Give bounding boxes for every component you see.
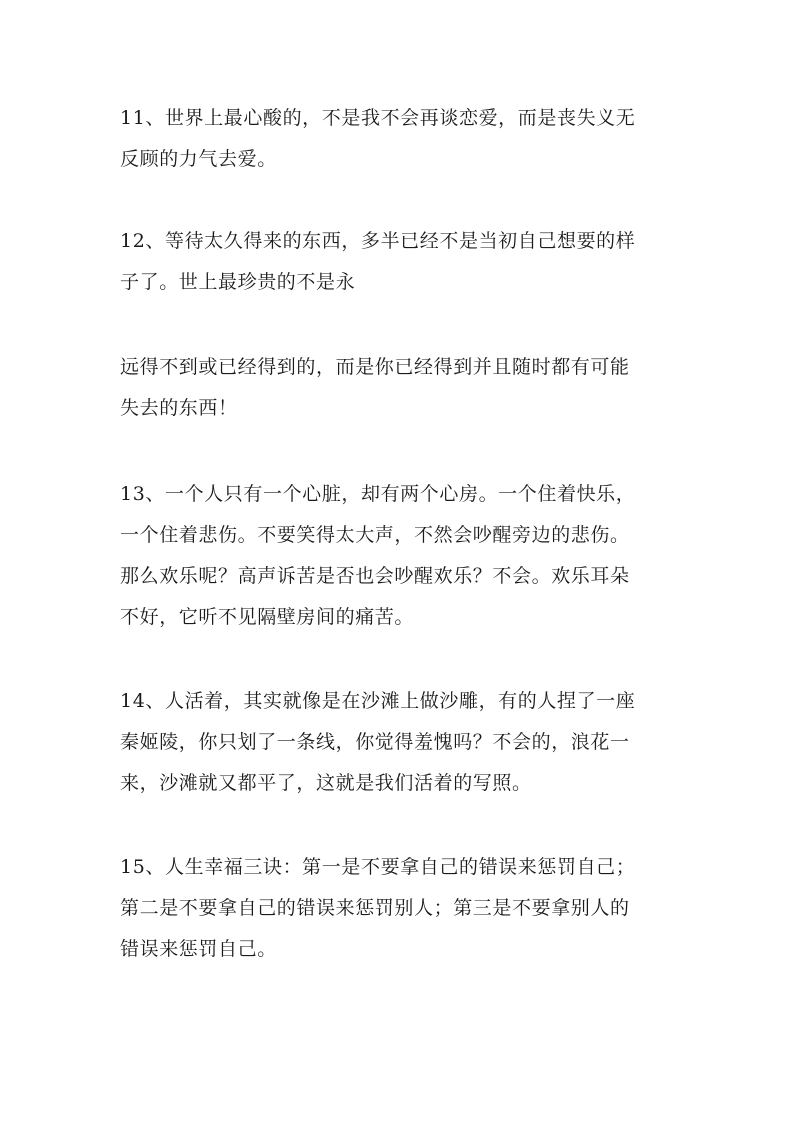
text-line: 15、人生幸福三诀：第一是不要拿自己的错误来惩罚自己；	[120, 856, 636, 878]
text-line: 失去的东西！	[120, 397, 238, 419]
text-line: 远得不到或已经得到的，而是你已经得到并且随时都有可能	[120, 356, 630, 378]
text-line: 一个住着悲伤。不要笑得太大声，不然会吵醒旁边的悲伤。	[120, 524, 630, 546]
text-line: 子了。世上最珍贵的不是永	[120, 271, 356, 293]
text-line: 错误来惩罚自己。	[120, 938, 277, 960]
text-line: 那么欢乐呢？高声诉苦是否也会吵醒欢乐？不会。欢乐耳朵	[120, 565, 630, 587]
text-line: 12、等待太久得来的东西，多半已经不是当初自己想要的样	[120, 230, 636, 252]
text-line: 不好，它听不见隔壁房间的痛苦。	[120, 606, 415, 628]
text-line: 14、人活着，其实就像是在沙滩上做沙雕，有的人捏了一座	[120, 690, 636, 712]
text-line: 13、一个人只有一个心脏，却有两个心房。一个住着快乐，	[120, 483, 636, 505]
text-line: 11、世界上最心酸的，不是我不会再谈恋爱，而是丧失义无	[120, 107, 636, 129]
text-line: 第二是不要拿自己的错误来惩罚别人；第三是不要拿别人的	[120, 897, 630, 919]
text-line: 秦姬陵，你只划了一条线，你觉得羞愧吗？不会的，浪花一	[120, 731, 630, 753]
text-line: 来，沙滩就又都平了，这就是我们活着的写照。	[120, 772, 532, 794]
text-line: 反顾的力气去爱。	[120, 148, 277, 170]
